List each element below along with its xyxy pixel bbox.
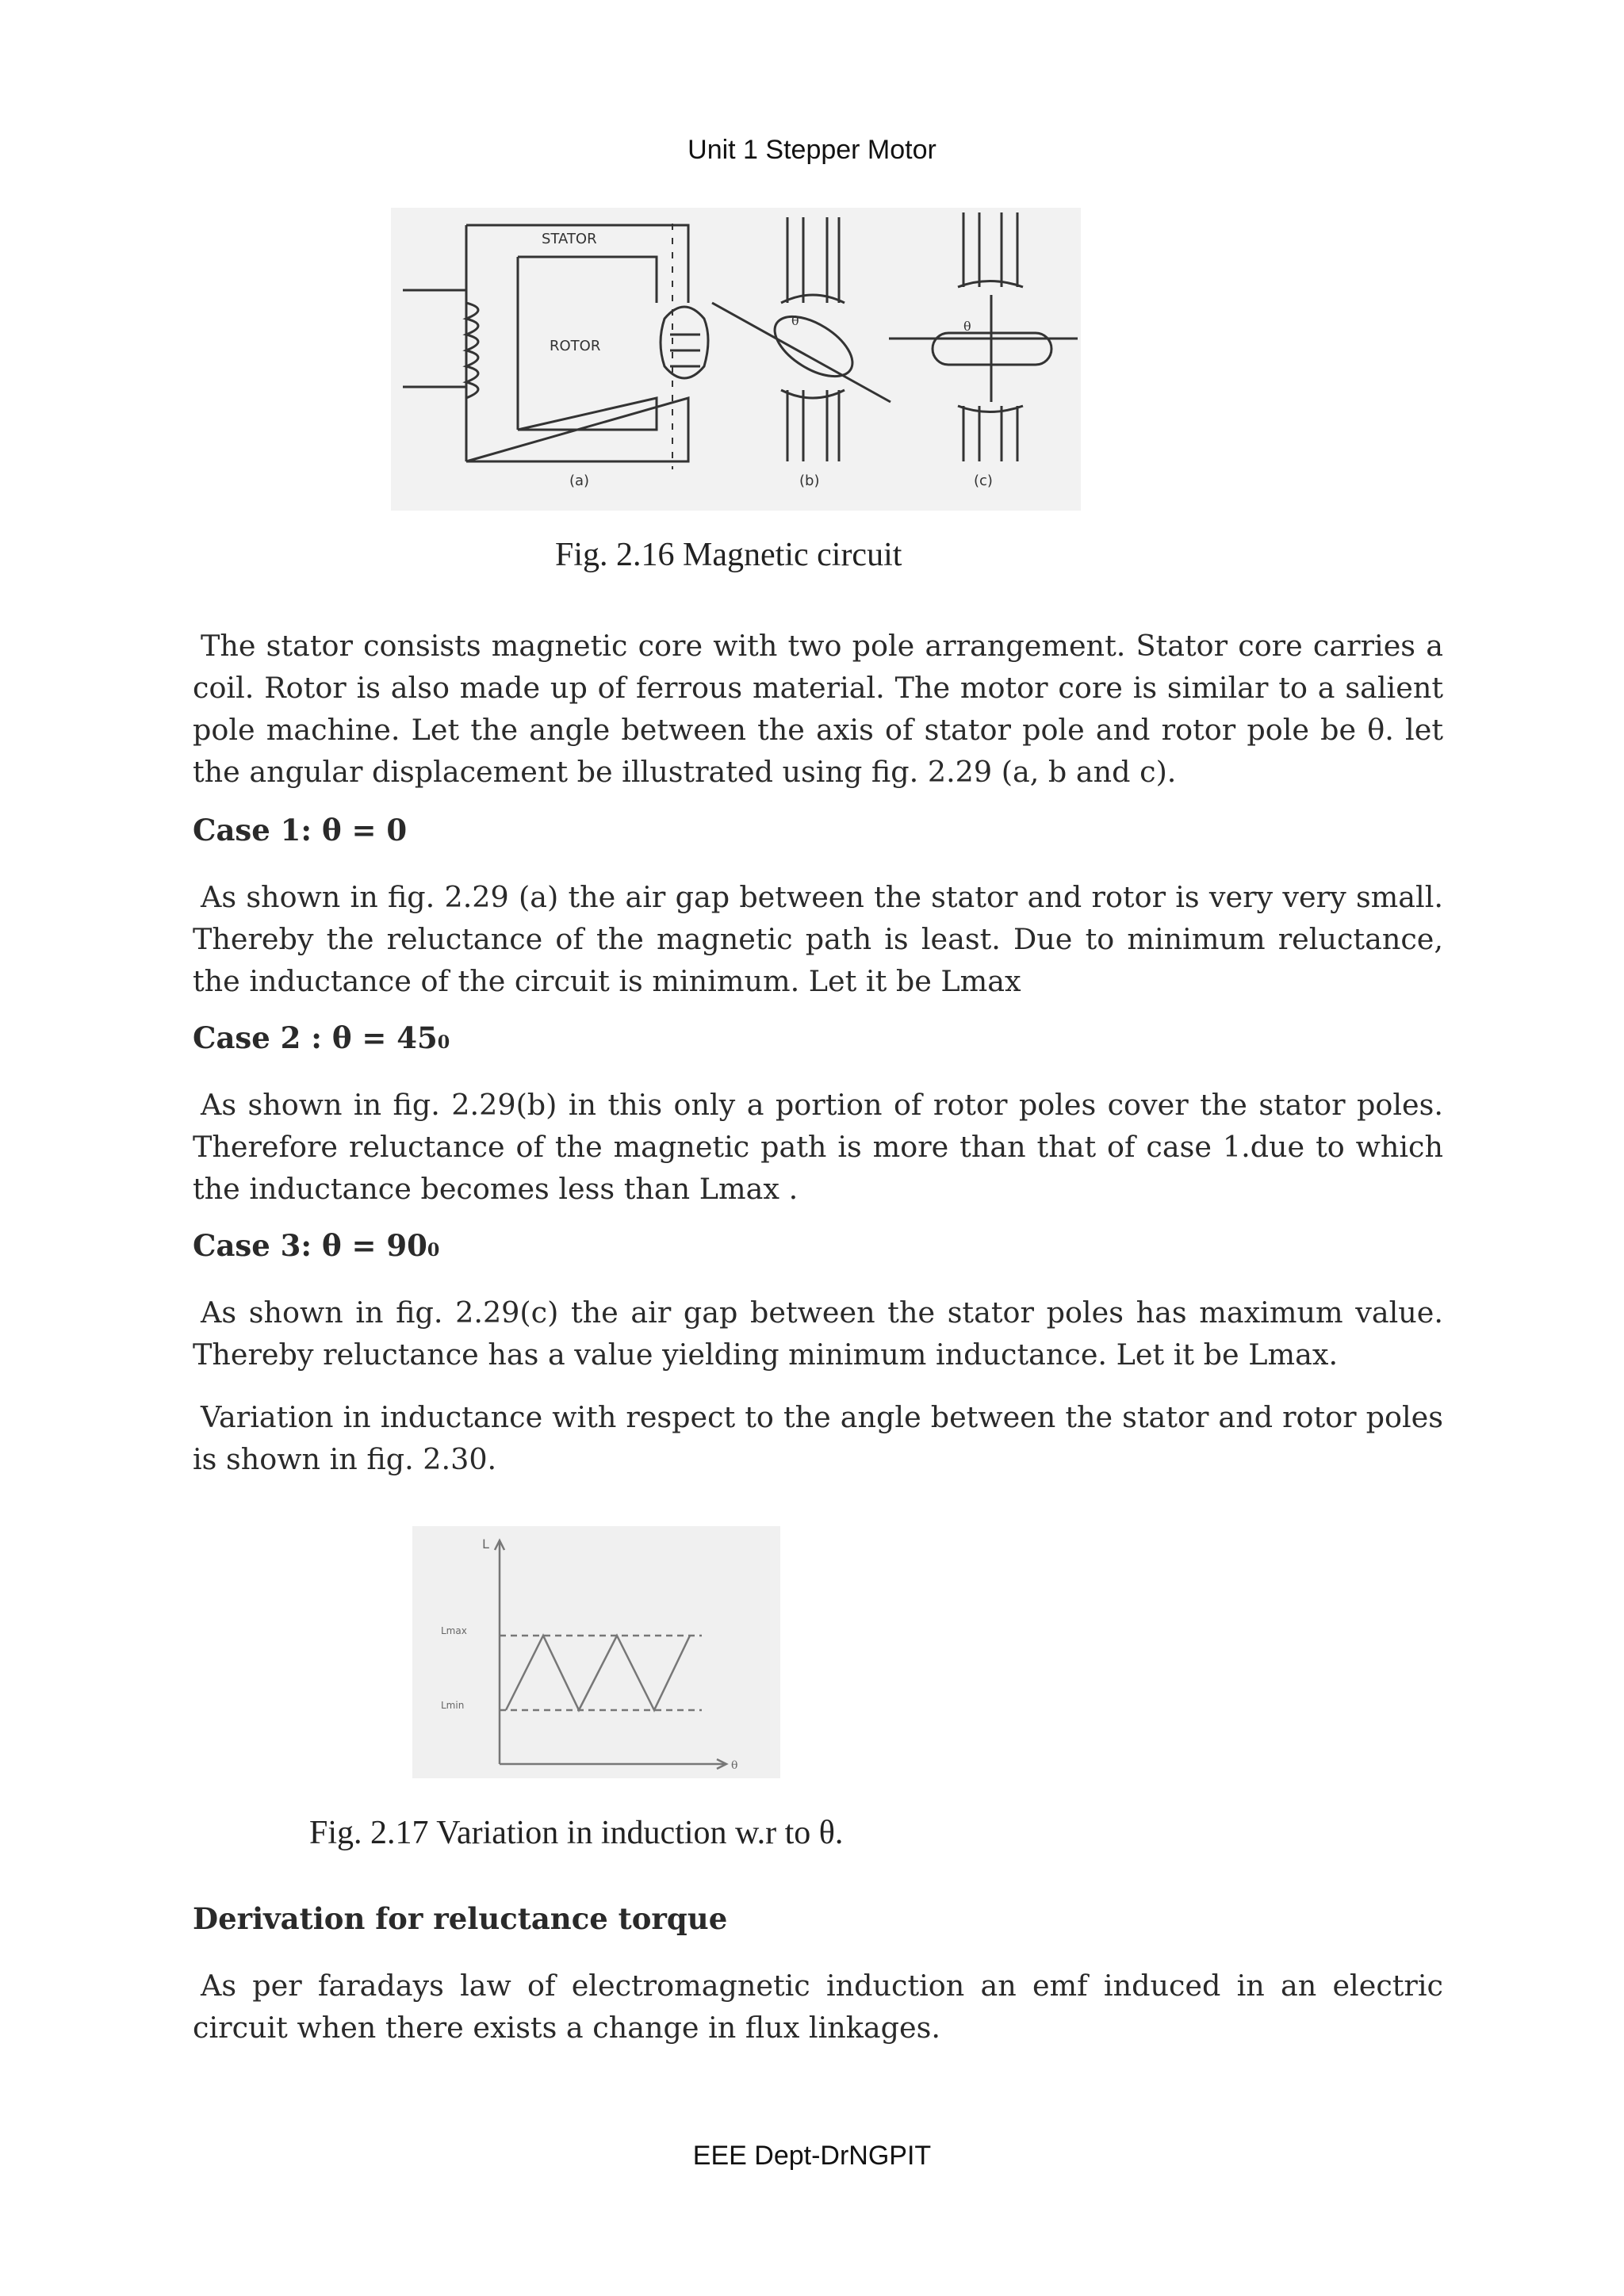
derivation-heading: Derivation for reluctance torque (193, 1901, 728, 1936)
magnetic-circuit-figure (391, 208, 1081, 511)
case-1-paragraph: As shown in fig. 2.29 (a) the air gap between the stator and rotor is very very small. Thereby the reluctance of the magnetic path is least. Due to minimum reluctance, the inductance of the circuit is minimum. Let it be Lmax (193, 880, 1443, 998)
case-1-heading: Case 1: θ = 0 (193, 813, 408, 848)
fig-a-label: (a) (569, 473, 590, 489)
case-2-heading: Case 2 : $\theta = 45^0$ (193, 1020, 450, 1055)
variation-paragraph: Variation in inductance with respect to the angle between the stator and rotor poles is shown in fig. 2.30. (193, 1400, 1443, 1476)
stator-label: STATOR (542, 231, 597, 247)
rotor-label: ROTOR (550, 338, 601, 354)
case-3-heading: Case 3: $\theta = 90^0$ (193, 1228, 440, 1263)
inductance-graph (412, 1526, 780, 1778)
fig-b-theta: θ (791, 313, 799, 328)
graph-lmin-label: Lmin (441, 1700, 465, 1711)
intro-paragraph: The stator consists magnetic core with two pole arrangement. Stator core carries a coil. Rotor is also made up of ferrous material. The motor core is similar to a salient pole machine. Let the angle between the axis of stator pole and rotor pole be θ. let the angular displacement be illustrated using fig. 2.29 (a, b and c). (193, 629, 1443, 789)
figure-2-caption: Fig. 2.17 Variation in induction w.r to θ. (309, 1815, 844, 1851)
fig-b-label: (b) (799, 473, 820, 489)
graph-x-label: θ (731, 1759, 738, 1772)
fig-c-theta: θ (963, 319, 971, 334)
page-header: Unit 1 Stepper Motor (688, 135, 936, 165)
fig-c-label: (c) (974, 473, 993, 489)
magnetic-circuit-diagram (391, 208, 1081, 511)
inductance-variation-figure (412, 1526, 780, 1778)
graph-y-label: L (482, 1536, 489, 1552)
page-footer: EEE Dept-DrNGPIT (692, 2141, 932, 2171)
case-3-paragraph: As shown in fig. 2.29(c) the air gap between the stator poles has maximum value. Thereby reluctance has a value yielding minimum inductance. Let it be Lmax. (193, 1295, 1443, 1372)
case-2-paragraph: As shown in fig. 2.29(b) in this only a portion of rotor poles cover the stator poles. Therefore reluctance of the magnetic path is more than that of case 1.due to which the inductance becomes less than Lmax . (193, 1088, 1443, 1206)
faraday-paragraph: As per faradays law of electromagnetic induction an emf induced in an electric circuit when there exists a change in flux linkages. (193, 1969, 1443, 2045)
graph-lmax-label: Lmax (441, 1625, 467, 1636)
figure-1-caption: Fig. 2.16 Magnetic circuit (555, 537, 902, 573)
